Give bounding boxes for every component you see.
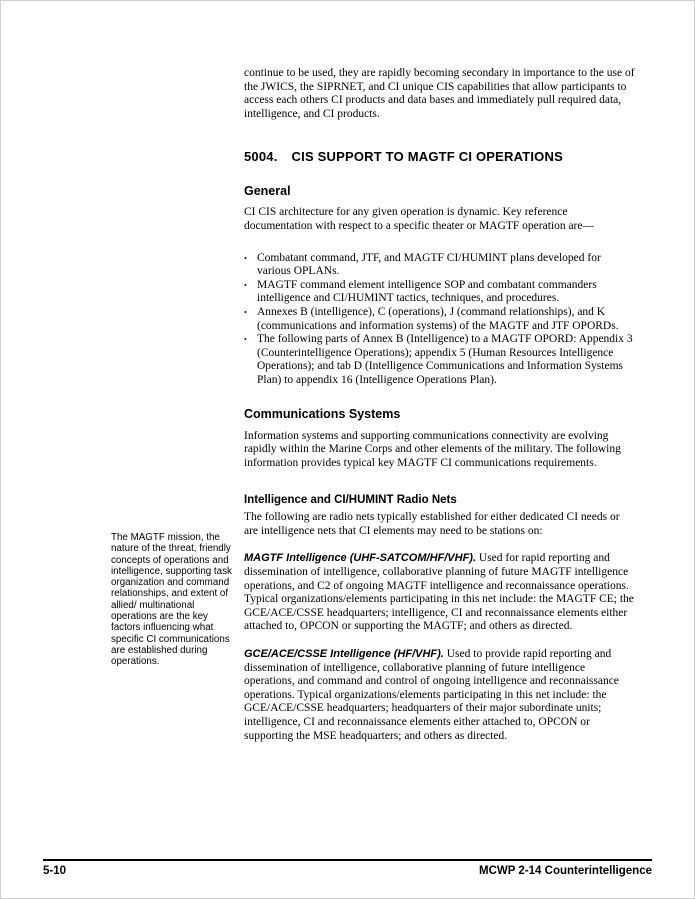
net-paragraph-magtf [244, 552, 636, 634]
section-title: CIS SUPPORT TO MAGTF CI OPERATIONS [291, 149, 563, 165]
net-body: Used to provide rapid reporting and dissemination of intelligence, collaborative planning of future intelligence operations, and command and control of ongoing intelligence and reconnaissance operations. Typical organizations/elements participating in this net include: the GCE/ACE/CSSE headquarters; headquarters of their major subordinate units; intelligence, CI and reconnaissance elements either attached to, OPCON or supporting the MSE headquarters; and others as directed. [244, 648, 619, 742]
net-body: Used for rapid reporting and dissemination of intelligence, collaborative planning of future MAGTF intelligence operations, and C2 of ongoing MAGTF intelligence and reconnaissance operations. Typical organizations/elements participating in this net include: the MAGTF CE; the GCE/ACE/CSSE headquarters; intelligence, CI and reconnaissance elements either attached to, OPCON or supporting the MAGTF; and others as directed. [244, 552, 634, 633]
section-heading [244, 149, 636, 164]
net-paragraph-gce [244, 648, 636, 743]
bullet-icon: • [244, 335, 247, 345]
reference-bullet-list [244, 252, 636, 388]
margin-note: The MAGTF mission, the nature of the threat, friendly concepts of operations and intelligence, supporting task organization and command relationships, and extent of allied/ multinational operations are the key factors influencing what specific CI communications are established during operations. [111, 532, 232, 668]
list-item-text: Annexes B (intelligence), C (operations), J (command relationships), and K (communications and information systems) of the MAGTF and JTF OPORDs. [257, 305, 619, 332]
communications-heading: Communications Systems [244, 406, 401, 421]
radio-nets-intro-paragraph: The following are radio nets typically established for either dedicated CI needs or are intelligence nets that CI elements may need to be stations on: [244, 511, 620, 537]
page-footer [43, 859, 652, 877]
bullet-icon: • [244, 307, 247, 317]
intro-paragraph: continue to be used, they are rapidly becoming secondary in importance to the use of the JWICS, the SIPRNET, and CI unique CIS capabilities that allow participants to access each others CI products and data bases and immediately pull required data, intelligence, and CI products. [244, 67, 635, 120]
list-item-text: MAGTF command element intelligence SOP and combatant commanders intelligence and CI/HUMINT tactics, techniques, and procedures. [257, 278, 597, 305]
list-item [244, 333, 636, 387]
general-intro-paragraph: CI CIS architecture for any given operation is dynamic. Key reference documentation with respect to a specific theater or MAGTF operation are— [244, 206, 594, 232]
communications-paragraph: Information systems and supporting communications connectivity are evolving rapidly within the Marine Corps and other elements of the military. The following information provides typical key MAGTF CI communications requirements. [244, 429, 621, 469]
net-title: GCE/ACE/CSSE Intelligence (HF/VHF). [244, 648, 444, 661]
page-number: 5-10 [43, 865, 67, 877]
main-text-column [244, 67, 636, 743]
list-item [244, 252, 636, 279]
bullet-icon: • [244, 280, 247, 290]
list-item [244, 306, 636, 333]
section-number: 5004. [244, 149, 278, 165]
bullet-icon: • [244, 253, 247, 263]
general-heading: General [244, 184, 291, 199]
radio-nets-heading: Intelligence and CI/HUMINT Radio Nets [244, 494, 457, 507]
doc-title: MCWP 2-14 Counterintelligence [479, 865, 652, 877]
net-title: MAGTF Intelligence (UHF-SATCOM/HF/VHF). [244, 552, 477, 565]
list-item-text: Combatant command, JTF, and MAGTF CI/HUMINT plans developed for various OPLANs. [257, 251, 601, 278]
list-item-text: The following parts of Annex B (Intelligence) to a MAGTF OPORD: Appendix 3 (Counterintelligence Operations); appendix 5 (Human Resources Intelligence Operations); and tab D (Intelligence Communications and Information Systems Plan) to appendix 16 (Intelligence Operations Plan). [257, 333, 633, 386]
list-item [244, 279, 636, 306]
